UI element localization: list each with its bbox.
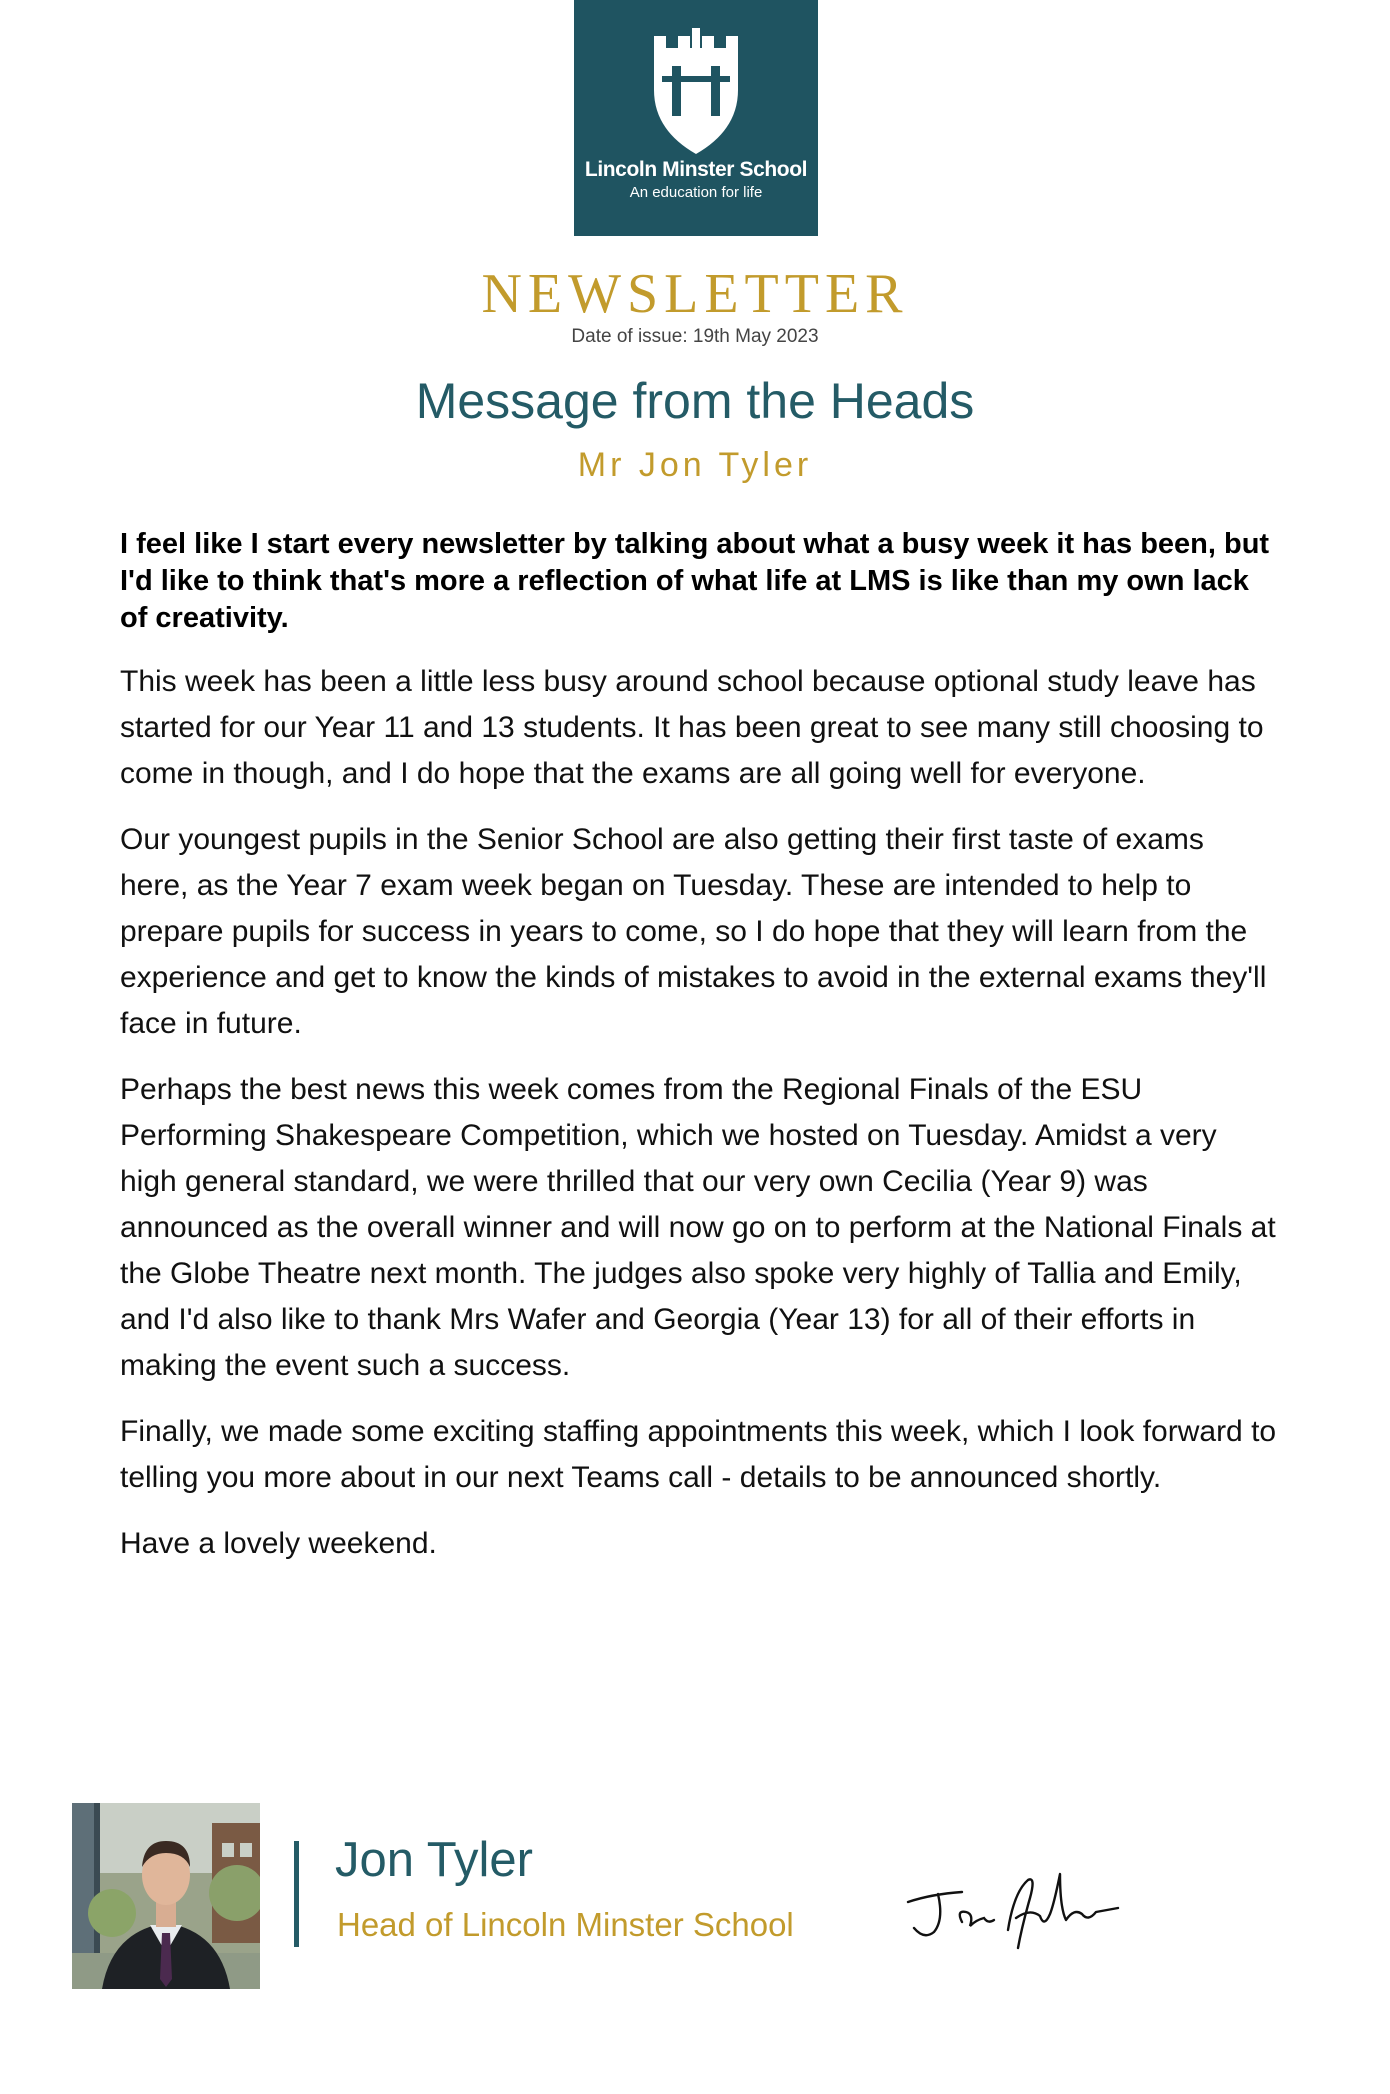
- body-paragraph: Finally, we made some exciting staffing appointments this week, which I look forward to telling you more about in our next Teams call - details to be announced shortly.: [120, 1415, 1277, 1494]
- body-paragraph: Perhaps the best news this week comes from the Regional Finals of the ESU Performing Shakespeare Competition, which we hosted on Tuesday. Amidst a very high general standard, we were thrilled that our very own Cecilia (Year 9) was announced as the overall winner and will now go on to perform at the National Finals at the Globe Theatre next month. The judges also spoke very highly of Tallia and Emily, and I'd also like to thank Mrs Wafer and Georgia (Year 13) for all of their efforts in making the event such a success.: [120, 1073, 1276, 1382]
- school-logo: [574, 0, 818, 236]
- handwritten-signature: [904, 1868, 1126, 1952]
- signoff-name: Jon Tyler: [335, 1833, 533, 1887]
- message-author: Mr Jon Tyler: [577, 446, 813, 484]
- newsletter-title: NEWSLETTER: [481, 263, 909, 325]
- signoff-divider: [294, 1841, 299, 1947]
- body-paragraph: Have a lovely weekend.: [120, 1527, 437, 1560]
- body-paragraph: This week has been a little less busy around school because optional study leave has started for our Year 11 and 13 students. It has been great to see many still choosing to come in though, and I do hope that the exams are all going well for everyone.: [120, 665, 1264, 790]
- head-portrait-photo: [72, 1803, 260, 1989]
- logo-tagline: An education for life: [629, 184, 763, 201]
- shield-logo-icon: [648, 28, 744, 156]
- signoff-role: Head of Lincoln Minster School: [337, 1906, 794, 1943]
- message-title: Message from the Heads: [415, 373, 975, 429]
- issue-date: Date of issue: 19th May 2023: [571, 326, 819, 347]
- lead-paragraph: I feel like I start every newsletter by talking about what a busy week it has been, but I'd like to think that's more a reflection of what life at LMS is like than my own lack of creativity.: [120, 528, 1270, 634]
- body-paragraph: Our youngest pupils in the Senior School are also getting their first taste of exams here, as the Year 7 exam week began on Tuesday. These are intended to help to prepare pupils for success in years to come, so I do hope that they will learn from the experience and get to know the kinds of mistakes to avoid in the external exams they'll face in future.: [120, 823, 1267, 1040]
- logo-school-name: Lincoln Minster School: [584, 158, 808, 181]
- message-body: [120, 526, 1280, 1587]
